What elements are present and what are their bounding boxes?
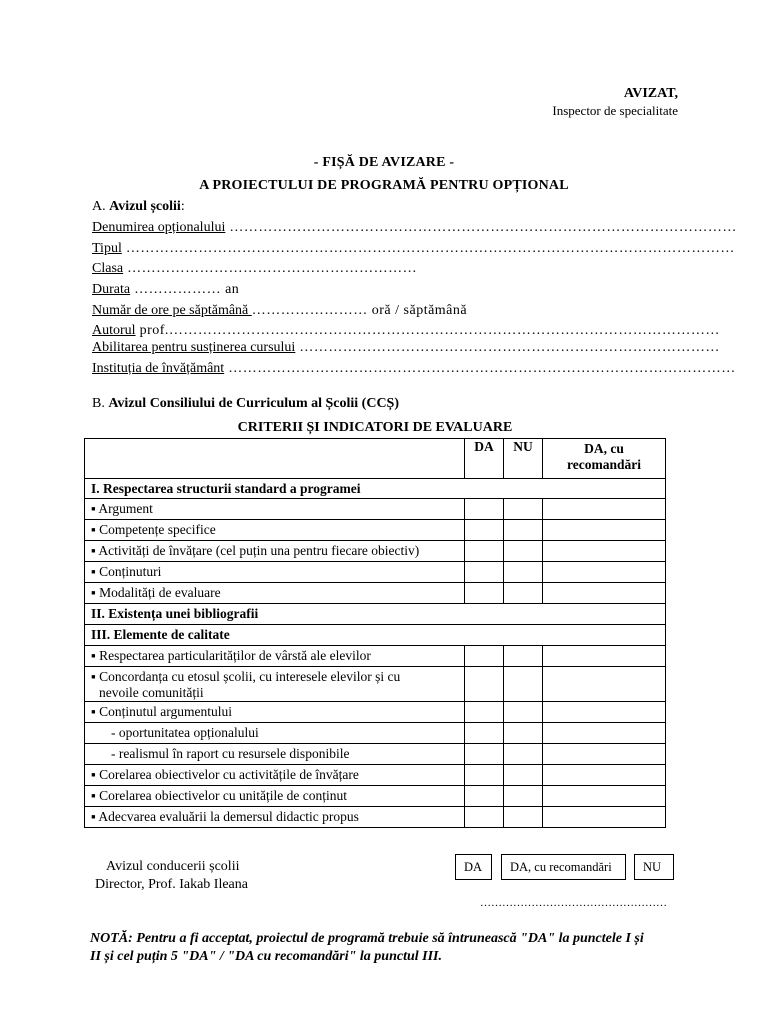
check-cell-da[interactable] bbox=[465, 499, 504, 520]
criteria-row bbox=[85, 702, 666, 723]
check-cell-da-recomandari[interactable] bbox=[543, 702, 666, 723]
field-abilitarea[interactable] bbox=[92, 340, 720, 356]
field-label: Număr de ore pe săptămână bbox=[92, 303, 252, 318]
check-cell-da[interactable] bbox=[465, 667, 504, 702]
field-fill-line: …………………………………………………… bbox=[123, 261, 418, 276]
field-fill-line: …………………………………………………………………………………………… bbox=[224, 361, 736, 376]
field-denumirea[interactable] bbox=[92, 220, 737, 236]
criteria-row bbox=[85, 667, 666, 702]
criteria-row bbox=[85, 499, 666, 520]
signature-line[interactable]: …………………………………………… bbox=[480, 897, 667, 909]
field-label: Instituția de învățământ bbox=[92, 361, 225, 376]
note-text: NOTĂ: Pentru a fi acceptat, proiectul de programă trebuie să întrunească "DA" la punctele I și II și cel puțin 5 "DA" / "DA cu recomandări" la punctul III. bbox=[90, 931, 644, 964]
field-tipul[interactable] bbox=[92, 241, 735, 257]
criteria-text: ▪ Concordanța cu etosul școlii, cu interesele elevilor și cu bbox=[91, 669, 401, 684]
section-title: I. Respectarea structurii standard a programei bbox=[91, 481, 361, 496]
section-row bbox=[85, 604, 666, 625]
criteria-label bbox=[85, 646, 465, 667]
criteria-row bbox=[85, 723, 666, 744]
criteria-label bbox=[85, 499, 465, 520]
criteria-label bbox=[85, 765, 465, 786]
field-autorul[interactable] bbox=[92, 323, 720, 339]
criteria-text: ▪ Argument bbox=[91, 501, 153, 516]
field-label: Autorul bbox=[92, 323, 136, 338]
approval-subtitle: Inspector de specialitate bbox=[552, 103, 678, 118]
check-cell-da[interactable] bbox=[465, 541, 504, 562]
check-cell-da[interactable] bbox=[465, 786, 504, 807]
check-cell-da[interactable] bbox=[465, 807, 504, 828]
option-da-box[interactable]: DA bbox=[455, 854, 492, 880]
check-cell-nu[interactable] bbox=[504, 744, 543, 765]
check-cell-da-recomandari[interactable] bbox=[543, 723, 666, 744]
check-cell-nu[interactable] bbox=[504, 499, 543, 520]
section-a-suffix: : bbox=[180, 199, 185, 214]
criteria-label bbox=[85, 702, 465, 723]
criteria-row bbox=[85, 807, 666, 828]
criteria-label bbox=[85, 604, 666, 625]
check-cell-da-recomandari[interactable] bbox=[543, 744, 666, 765]
option-nu-box[interactable]: NU bbox=[634, 854, 674, 880]
check-cell-nu[interactable] bbox=[504, 541, 543, 562]
criteria-label bbox=[85, 541, 465, 562]
check-cell-nu[interactable] bbox=[504, 583, 543, 604]
check-cell-da-recomandari[interactable] bbox=[543, 786, 666, 807]
check-cell-nu[interactable] bbox=[504, 520, 543, 541]
criteria-row bbox=[85, 646, 666, 667]
option-da-recomandari-box[interactable]: DA, cu recomandări bbox=[501, 854, 626, 880]
check-cell-da[interactable] bbox=[465, 562, 504, 583]
criteria-row bbox=[85, 786, 666, 807]
field-fill-line: ……………… an bbox=[130, 282, 240, 297]
check-cell-da-recomandari[interactable] bbox=[543, 765, 666, 786]
field-label: Tipul bbox=[92, 241, 122, 256]
criteria-label bbox=[85, 562, 465, 583]
field-fill-line: …………………………………………………………………………………………… bbox=[225, 220, 737, 235]
section-b-prefix: B. bbox=[92, 396, 105, 411]
field-label: Denumirea opționalului bbox=[92, 220, 226, 235]
check-cell-da[interactable] bbox=[465, 702, 504, 723]
section-row bbox=[85, 625, 666, 646]
criteria-label bbox=[85, 583, 465, 604]
criteria-label bbox=[85, 479, 666, 499]
criteria-row bbox=[85, 541, 666, 562]
criteria-row bbox=[85, 765, 666, 786]
check-cell-nu[interactable] bbox=[504, 765, 543, 786]
check-cell-da-recomandari[interactable] bbox=[543, 646, 666, 667]
header-da: DA bbox=[465, 439, 504, 479]
check-cell-da[interactable] bbox=[465, 723, 504, 744]
table-header-row bbox=[85, 439, 666, 479]
check-cell-nu[interactable] bbox=[504, 723, 543, 744]
check-cell-da-recomandari[interactable] bbox=[543, 807, 666, 828]
criteria-text: ▪ Activități de învățare (cel puțin una pentru fiecare obiectiv) bbox=[91, 543, 420, 558]
section-title: III. Elemente de calitate bbox=[91, 627, 230, 642]
field-numar-ore[interactable] bbox=[92, 303, 648, 319]
check-cell-nu[interactable] bbox=[504, 667, 543, 702]
criteria-text: ▪ Competențe specifice bbox=[91, 522, 216, 537]
field-institutia[interactable] bbox=[92, 361, 736, 377]
criteria-label bbox=[85, 625, 666, 646]
check-cell-da[interactable] bbox=[465, 520, 504, 541]
document-subtitle: A PROIECTULUI DE PROGRAMĂ PENTRU OPȚIONAL bbox=[199, 178, 569, 193]
criteria-row bbox=[85, 744, 666, 765]
approval-title: AVIZAT, bbox=[623, 86, 678, 101]
criteria-text-cont: nevoile comunității bbox=[99, 685, 204, 700]
criteria-label bbox=[85, 667, 465, 702]
criteria-title: CRITERII ȘI INDICATORI DE EVALUARE bbox=[237, 420, 513, 435]
section-b-label: Avizul Consiliului de Curriculum al Școlii (CCȘ) bbox=[108, 396, 400, 411]
criteria-text: ▪ Conținutul argumentului bbox=[91, 704, 233, 719]
criteria-label bbox=[85, 744, 465, 765]
criteria-text: - oportunitatea opționalului bbox=[111, 725, 259, 740]
section-a-label: Avizul școlii bbox=[109, 199, 181, 214]
field-durata[interactable] bbox=[92, 282, 648, 298]
section-a-prefix: A. bbox=[92, 199, 106, 214]
section-row bbox=[85, 479, 666, 499]
criteria-label bbox=[85, 786, 465, 807]
criteria-text: ▪ Adecvarea evaluării la demersul didactic propus bbox=[91, 809, 359, 824]
conducere-label: Avizul conducerii școlii bbox=[106, 859, 240, 874]
field-fill-line: ……………………………………………………………………………………………………………… bbox=[121, 241, 735, 256]
field-fill-line: prof.…………………………………………………………………………………………………… bbox=[135, 323, 720, 338]
check-cell-nu[interactable] bbox=[504, 646, 543, 667]
section-title: II. Existența unei bibliografii bbox=[91, 606, 259, 621]
check-cell-da-recomandari[interactable] bbox=[543, 583, 666, 604]
criteria-text: - realismul în raport cu resursele disponibile bbox=[111, 746, 350, 761]
check-cell-da-recomandari[interactable] bbox=[543, 541, 666, 562]
header-da-recomandari: DA, cu recomandări bbox=[543, 439, 666, 479]
criteria-text: ▪ Respectarea particularităților de vârstă ale elevilor bbox=[91, 648, 371, 663]
criteria-body bbox=[85, 479, 666, 828]
check-cell-nu[interactable] bbox=[504, 562, 543, 583]
check-cell-da-recomandari[interactable] bbox=[543, 562, 666, 583]
criteria-row bbox=[85, 520, 666, 541]
criteria-row bbox=[85, 562, 666, 583]
criteria-text: ▪ Corelarea obiectivelor cu activitățile de învățare bbox=[91, 767, 359, 782]
field-clasa[interactable] bbox=[92, 261, 648, 277]
section-b-heading bbox=[92, 396, 399, 412]
field-label: Clasa bbox=[92, 261, 124, 276]
director-name: Director, Prof. Iakab Ileana bbox=[95, 877, 248, 892]
field-fill-line: …………………………………………………………………………… bbox=[295, 340, 720, 355]
header-blank-cell bbox=[85, 439, 465, 479]
document-title: - FIȘĂ DE AVIZARE - bbox=[313, 155, 455, 170]
criteria-text: ▪ Corelarea obiectivelor cu unitățile de conținut bbox=[91, 788, 347, 803]
criteria-text: ▪ Conținuturi bbox=[91, 564, 162, 579]
criteria-row bbox=[85, 583, 666, 604]
criteria-label bbox=[85, 520, 465, 541]
criteria-text: ▪ Modalități de evaluare bbox=[91, 585, 221, 600]
criteria-label bbox=[85, 723, 465, 744]
field-label: Abilitarea pentru susținerea cursului bbox=[92, 340, 296, 355]
check-cell-da[interactable] bbox=[465, 646, 504, 667]
check-cell-da-recomandari[interactable] bbox=[543, 499, 666, 520]
field-label: Durata bbox=[92, 282, 131, 297]
check-cell-nu[interactable] bbox=[504, 807, 543, 828]
check-cell-da-recomandari[interactable] bbox=[543, 520, 666, 541]
field-fill-line: …………………… oră / săptămână bbox=[251, 303, 468, 318]
section-a-heading bbox=[92, 199, 185, 215]
check-cell-nu[interactable] bbox=[504, 786, 543, 807]
check-cell-da-recomandari[interactable] bbox=[543, 667, 666, 702]
check-cell-da[interactable] bbox=[465, 744, 504, 765]
check-cell-da[interactable] bbox=[465, 583, 504, 604]
criteria-table bbox=[84, 438, 666, 828]
header-nu: NU bbox=[504, 439, 543, 479]
criteria-label bbox=[85, 807, 465, 828]
check-cell-da[interactable] bbox=[465, 765, 504, 786]
check-cell-nu[interactable] bbox=[504, 702, 543, 723]
